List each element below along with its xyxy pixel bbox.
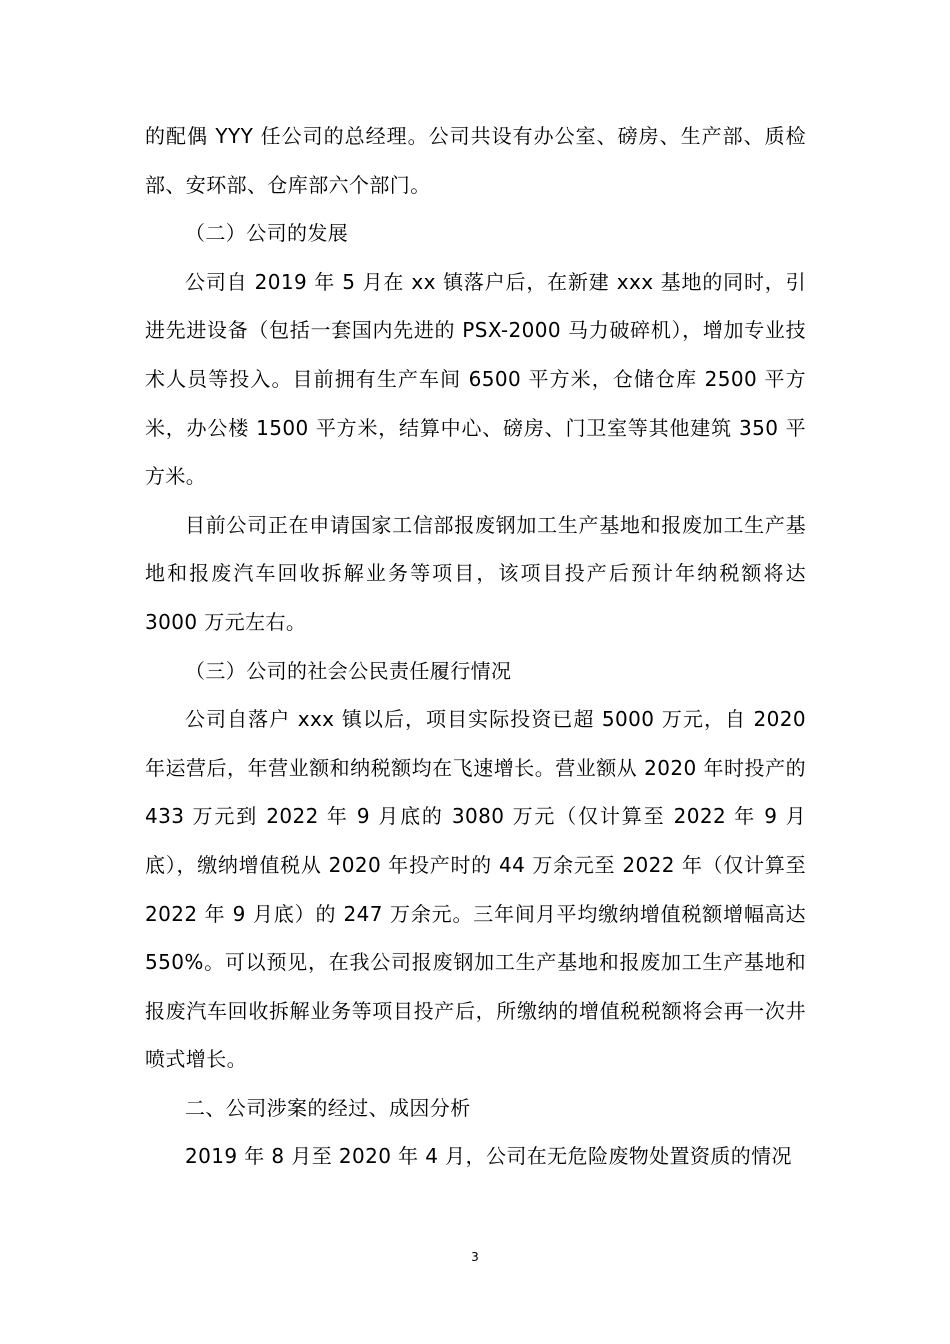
paragraph-social-responsibility: 公司自落户 xxx 镇以后，项目实际投资已超 5000 万元，自 2020 年运营后，年营业额和纳税额均在飞速增长。营业额从 2020 年时投产的 433 万元到 2022 年 9 月底的 3080 万元（仅计算至 2022 年 9 月底），缴纳增值税从 2020 年投产时的 44 万余元至 2022 年（仅计算至 2022 年 9 月底）的 247 万余元。三年间月平均缴纳增值税额增幅高达 550%。可以预见，在我公司报废钢加工生产基地和报废加工生产基地和报废汽车回收拆解业务等项目投产后，所缴纳的增值税税额将会再一次井喷式增长。 [145, 707, 806, 1072]
paragraph-projects: 目前公司正在申请国家工信部报废钢加工生产基地和报废加工生产基地和报废汽车回收拆解业务等项目，该项目投产后预计年纳税额将达 3000 万元左右。 [145, 512, 806, 634]
paragraph-development: 公司自 2019 年 5 月在 xx 镇落户后，在新建 xxx 基地的同时，引进先进设备（包括一套国内先进的 PSX-2000 马力破碎机），增加专业技术人员等投入。目前拥有生产车间 6500 平方米，仓储仓库 2500 平方米，办公楼 1500 平方米，结算中心、磅房、门卫室等其他建筑 350 平方米。 [145, 269, 806, 489]
page-number: 3 [471, 1250, 479, 1264]
document-body [145, 112, 806, 1181]
section-heading-social-responsibility: （三）公司的社会公民责任履行情况 [185, 658, 512, 683]
section-heading-development: （二）公司的发展 [185, 221, 349, 246]
section-heading-case-analysis: 二、公司涉案的经过、成因分析 [185, 1095, 471, 1120]
paragraph-1: 的配偶 YYY 任公司的总经理。公司共设有办公室、磅房、生产部、质检部、安环部、仓库部六个部门。 [145, 124, 806, 197]
paragraph-case-start: 2019 年 8 月至 2020 年 4 月，公司在无危险废物处置资质的情况 [185, 1144, 792, 1169]
